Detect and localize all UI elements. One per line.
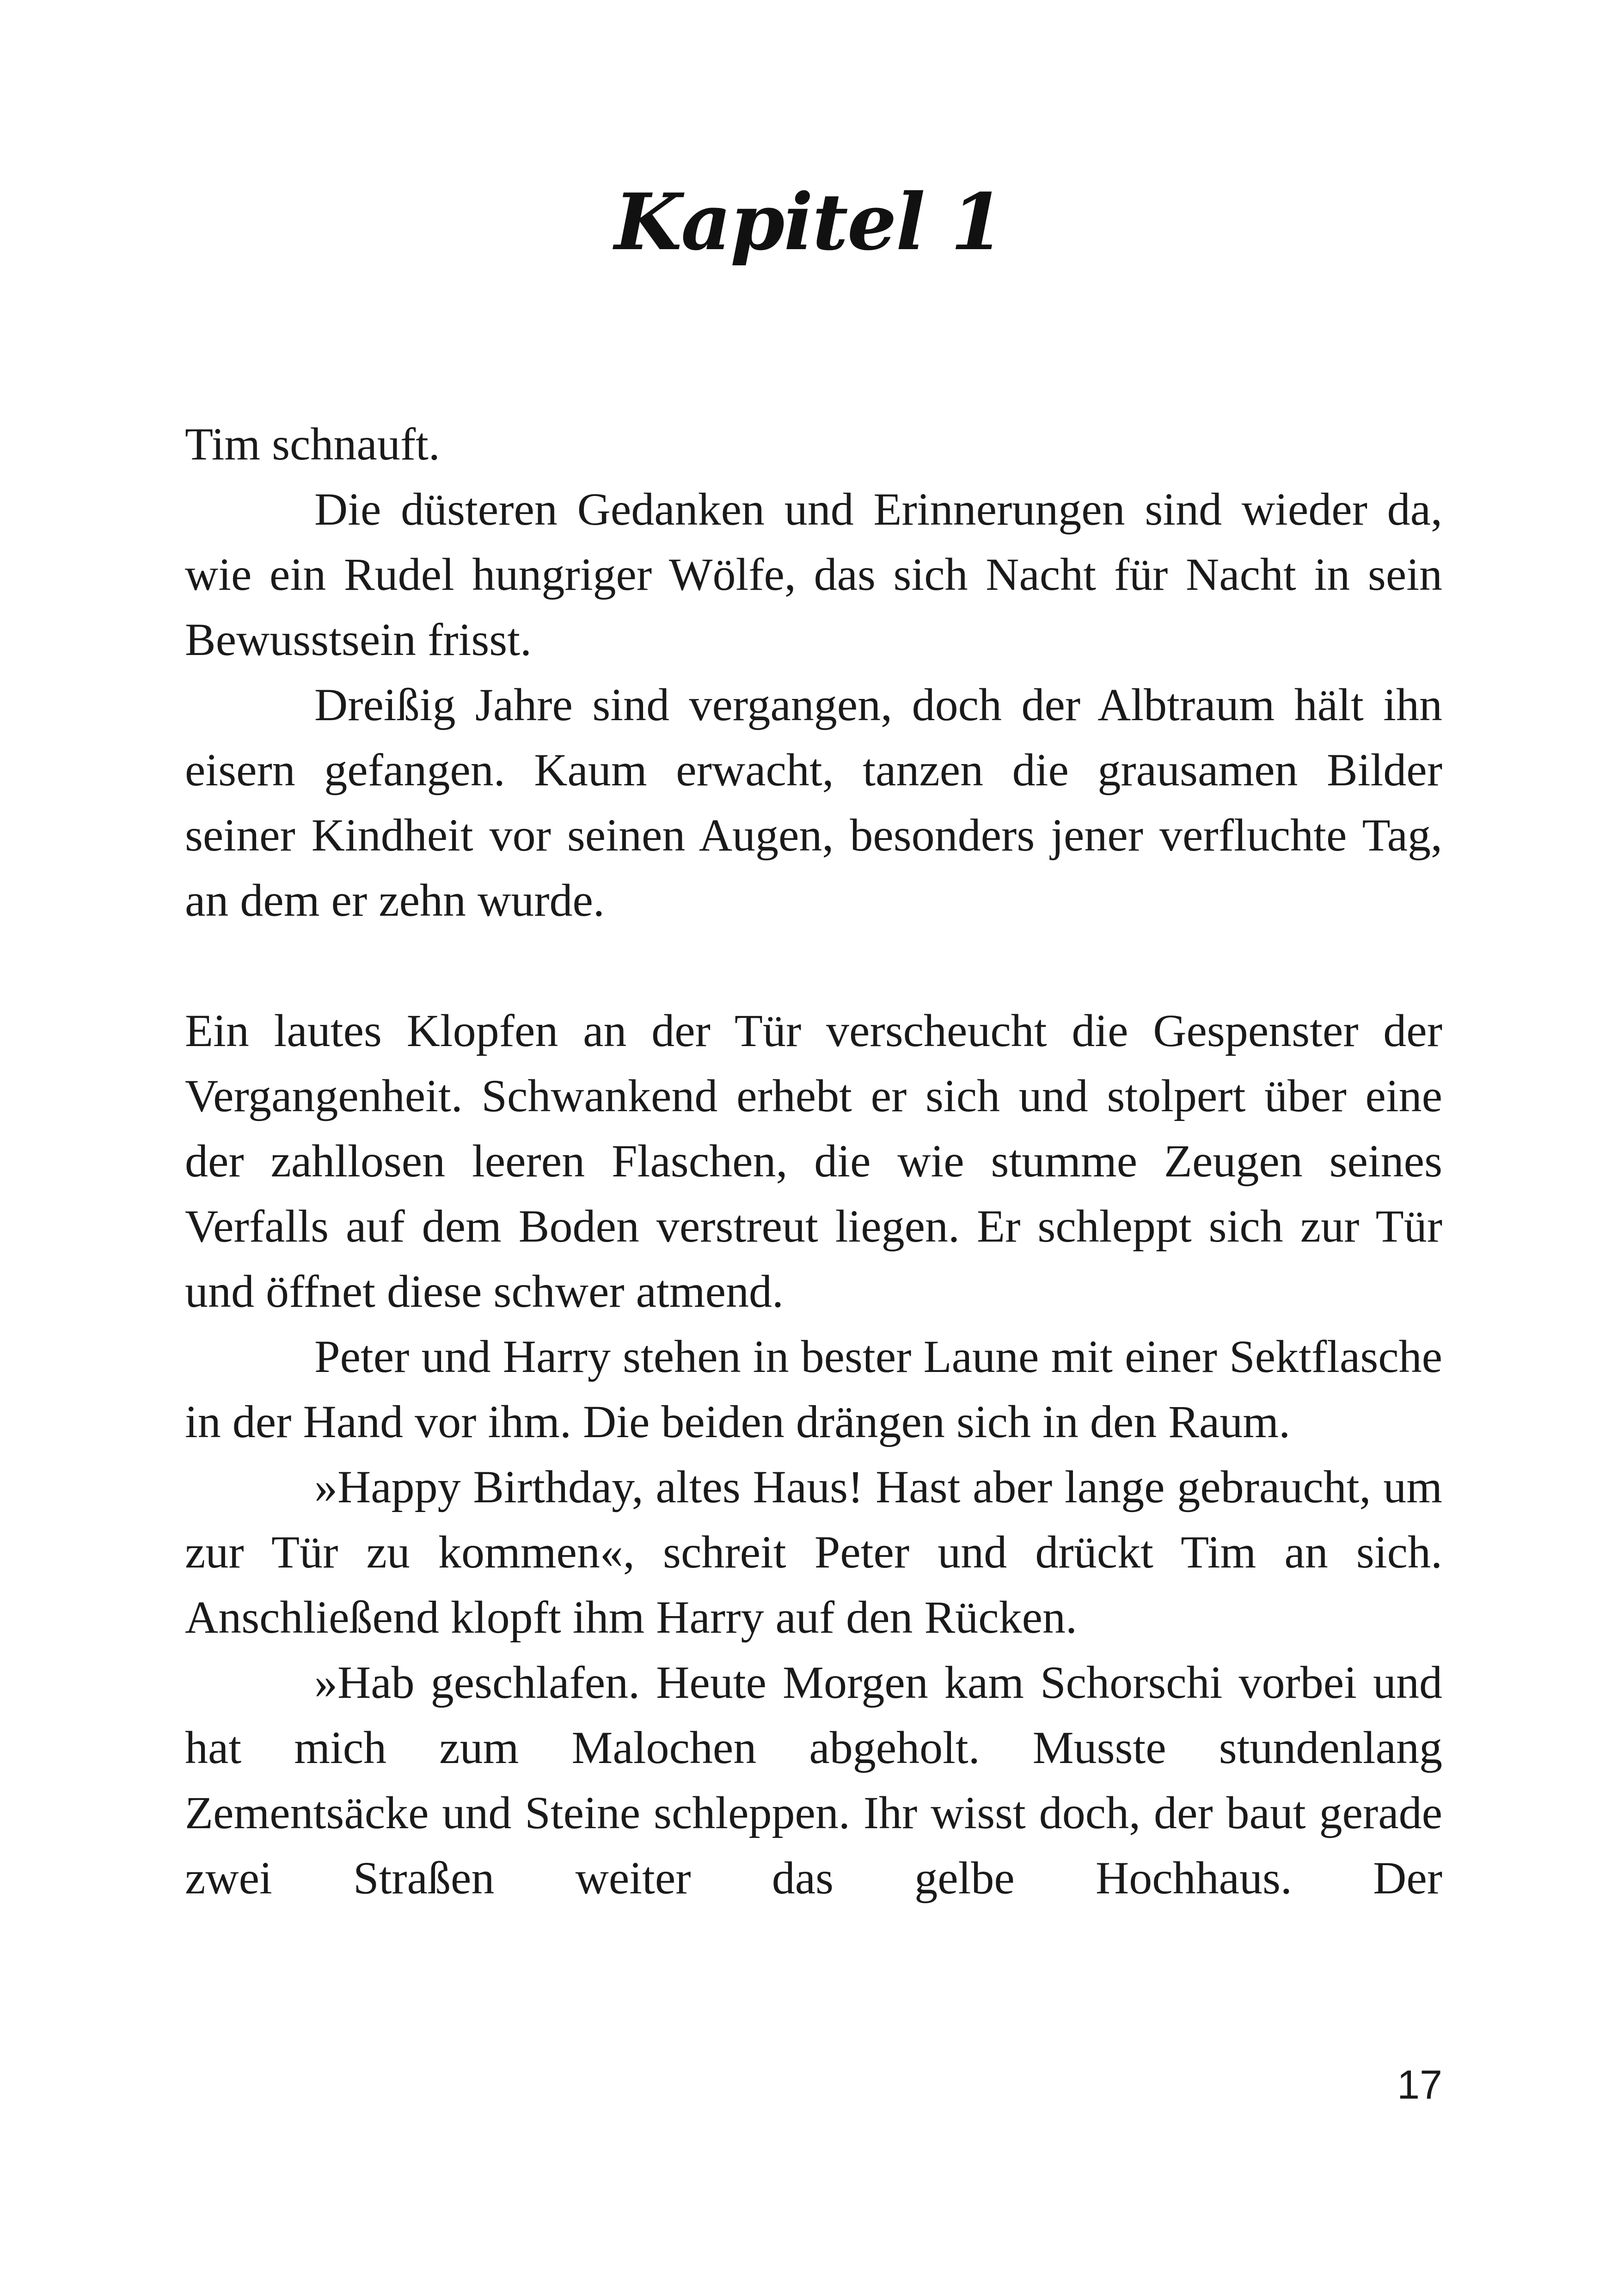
page-number: 17: [1397, 2062, 1442, 2107]
chapter-title: Kapitel 1: [614, 176, 1004, 268]
paragraph-opening: Tim schnauft.: [185, 418, 440, 470]
paragraph-memories: Die düsteren Gedanken und Erinnerungen sind wieder da, wie ein Rudel hungriger Wölfe, das sich Nacht für Nacht in sein Bewusstsein frisst.: [185, 484, 1442, 665]
paragraph-thirty-years: Dreißig Jahre sind vergangen, doch der Albtraum hält ihn eisern gefangen. Kaum erwacht, tanzen die grausamen Bilder seiner Kindheit vor seinen Augen, besonders jener verfluchte Tag, an dem er zehn wurde.: [185, 679, 1442, 926]
chapter-body: [185, 411, 1442, 1910]
paragraph-knocking: Ein lautes Klopfen an der Tür verscheucht die Gespenster der Vergangenheit. Schwankend erhebt er sich und stolpert über eine der zahllosen leeren Flaschen, die wie stumme Zeugen seines Verfalls auf dem Boden verstreut liegen. Er schleppt sich zur Tür und öffnet diese schwer atmend.: [185, 1005, 1442, 1317]
paragraph-happy-birthday: »Happy Birthday, altes Haus! Hast aber lange gebraucht, um zur Tür zu kommen«, schreit Peter und drückt Tim an sich. Anschließend klopft ihm Harry auf den Rücken.: [185, 1461, 1442, 1643]
paragraph-peter-harry: Peter und Harry stehen in bester Laune mit einer Sektflasche in der Hand vor ihm. Die beiden drängen sich in den Raum.: [185, 1331, 1442, 1447]
paragraph-slept: »Hab geschlafen. Heute Morgen kam Schorschi vorbei und hat mich zum Malochen abgeholt. Musste stundenlang Zementsäcke und Steine schleppen. Ihr wisst doch, der baut gerade zwei Straßen weiter das gelbe Hochhaus. Der: [185, 1657, 1442, 1904]
